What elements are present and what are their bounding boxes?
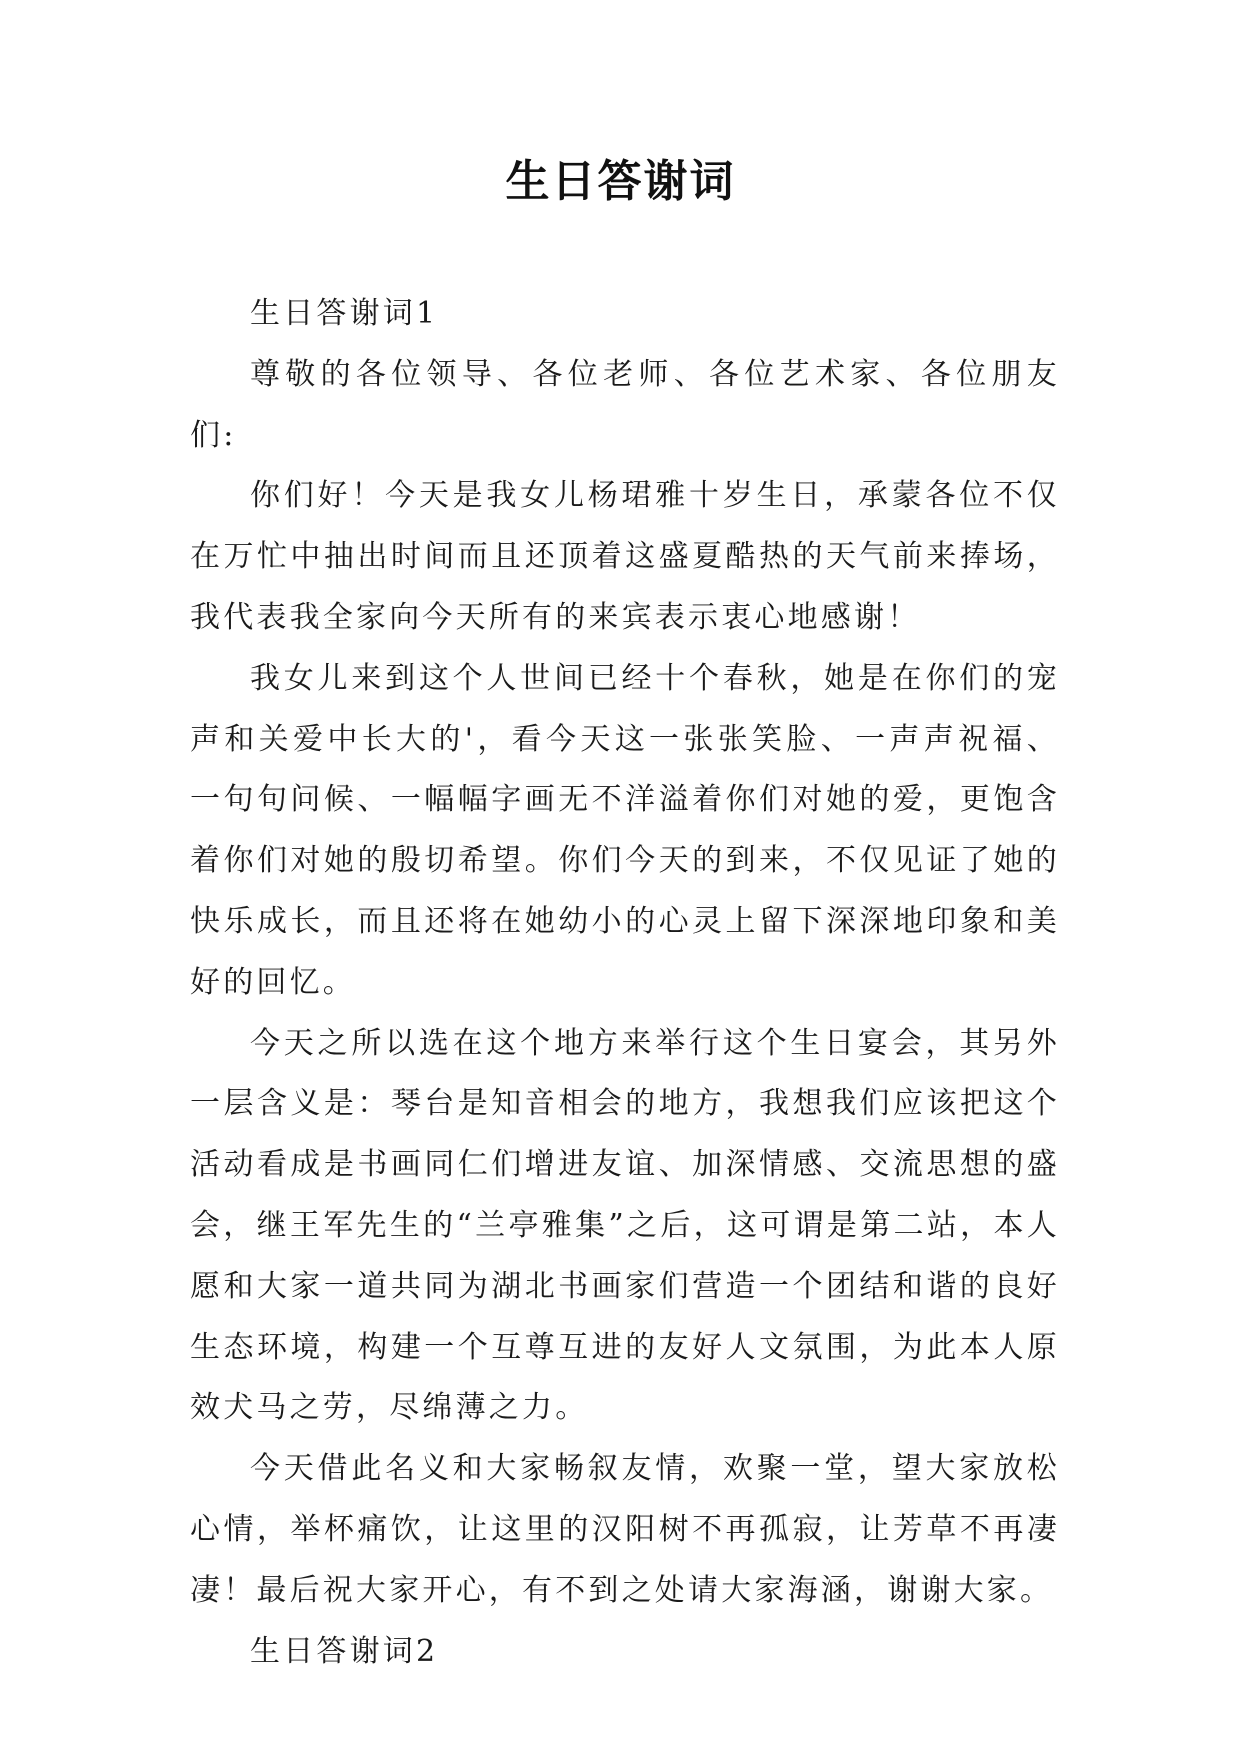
body-paragraph: 今天借此名义和大家畅叙友情，欢聚一堂，望大家放松心情，举杯痛饮，让这里的汉阳树不再孤寂，让芳草不再凄凄！最后祝大家开心，有不到之处请大家海涵，谢谢大家。 xyxy=(190,1451,1060,1608)
body-paragraph: 今天之所以选在这个地方来举行这个生日宴会，其另外一层含义是：琴台是知音相会的地方，我想我们应该把这个活动看成是书画同仁们增进友谊、加深情感、交流思想的盛会，继王军先生的“兰亭雅集”之后，这可谓是第二站，本人愿和大家一道共同为湖北书画家们营造一个团结和谐的良好生态环境，构建一个互尊互进的友好人文氛围，为此本人原效犬马之劳，尽绵薄之力。 xyxy=(190,1025,1060,1426)
document-title: 生日答谢词 xyxy=(505,156,736,207)
body-paragraph: 我女儿来到这个人世间已经十个春秋，她是在你们的宠声和关爱中长大的'，看今天这一张张笑脸、一声声祝福、一句句问候、一幅幅字画无不洋溢着你们对她的爱，更饱含着你们对她的殷切希望。你们今天的到来，不仅见证了她的快乐成长，而且还将在她幼小的心灵上留下深深地印象和美好的回忆。 xyxy=(190,660,1060,1000)
section-heading-2: 生日答谢词2 xyxy=(250,1633,439,1669)
salutation-paragraph: 尊敬的各位领导、各位老师、各位艺术家、各位朋友们: xyxy=(190,356,1060,453)
body-paragraph: 你们好！今天是我女儿杨珺雅十岁生日，承蒙各位不仅在万忙中抽出时间而且还顶着这盛夏酷热的天气前来捧场，我代表我全家向今天所有的来宾表示衷心地感谢！ xyxy=(190,478,1060,635)
document-body xyxy=(190,284,1060,1682)
section-heading-1: 生日答谢词1 xyxy=(250,296,439,331)
